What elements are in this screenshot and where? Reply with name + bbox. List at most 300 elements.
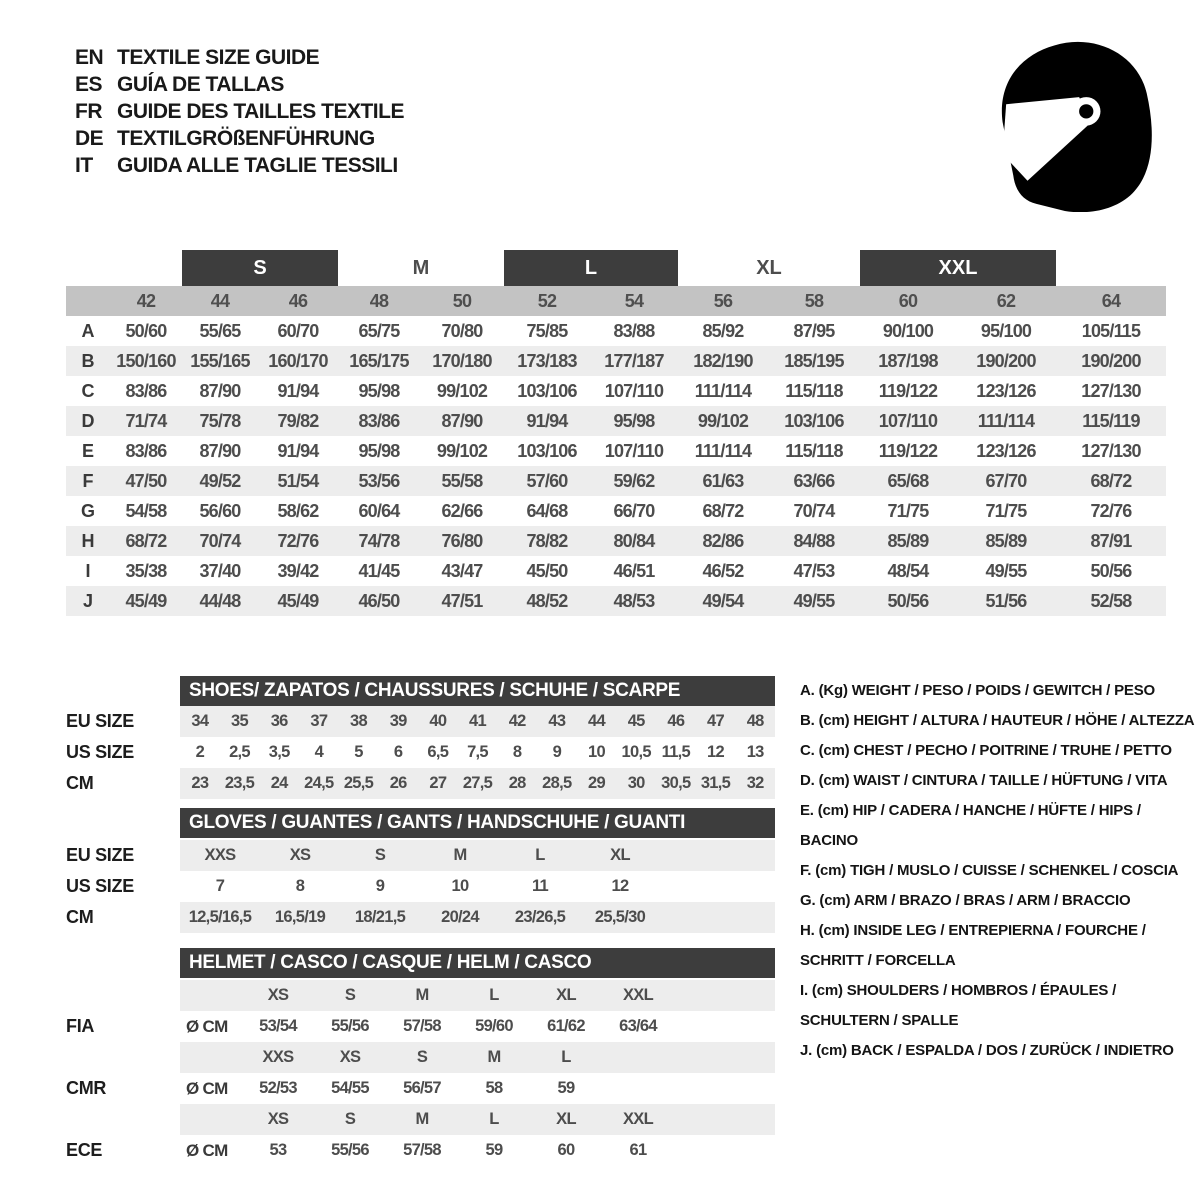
size-row-c	[66, 376, 1166, 406]
size-cell: 47/51	[441, 590, 483, 611]
size-cell: 71/75	[985, 500, 1027, 521]
size-cell: 72/76	[1090, 500, 1132, 521]
size-cell: 170/180	[432, 350, 492, 371]
shoes-cell: 32	[746, 774, 764, 792]
shoes-cell: 28,5	[542, 774, 572, 792]
row-label: F	[82, 470, 94, 491]
helmet-cell: 59	[557, 1079, 575, 1097]
gloves-cell: 9	[375, 877, 385, 895]
language-line	[75, 125, 404, 152]
size-cell: 68/72	[1090, 470, 1132, 491]
language-header	[75, 44, 404, 179]
size-cell: 87/90	[199, 440, 241, 461]
size-cell: 66/70	[613, 500, 655, 521]
gloves-section	[66, 808, 775, 933]
helmet-cell: 55/56	[331, 1141, 369, 1159]
size-cell: 82/86	[702, 530, 744, 551]
shoes-cell: 31,5	[700, 774, 731, 792]
row-label	[66, 1042, 180, 1073]
size-cell: 50/60	[125, 320, 167, 341]
gloves-cell: 8	[295, 877, 305, 895]
helmet-size-label: S	[416, 1048, 428, 1066]
helmet-size-label: M	[415, 1110, 429, 1128]
language-line	[75, 152, 404, 179]
gloves-cell: 11	[531, 877, 549, 895]
shoes-cell: 45	[627, 712, 645, 730]
helmet-size-label: M	[487, 1048, 501, 1066]
size-cell: 99/102	[436, 440, 488, 461]
size-cell: 53/56	[358, 470, 400, 491]
size-cell: 87/95	[793, 320, 835, 341]
helmet-sizes-row	[66, 1042, 775, 1073]
main-size-table	[66, 250, 1166, 616]
size-cell: 60/64	[358, 500, 400, 521]
size-cell: 48/53	[613, 590, 655, 611]
gloves-cell: 7	[215, 877, 225, 895]
size-rows	[66, 316, 1166, 616]
size-cell: 45/50	[526, 560, 568, 581]
shoes-cell: 24	[270, 774, 288, 792]
legend-item: B. (cm) HEIGHT / ALTURA / HAUTEUR / HÖHE / ALTEZZA	[800, 712, 1195, 729]
column-label: 48	[369, 290, 389, 311]
size-cell: 99/102	[436, 380, 488, 401]
helmet-values-strip	[180, 1011, 775, 1042]
size-cell: 182/190	[693, 350, 753, 371]
column-label: 52	[537, 290, 557, 311]
standard-label: CMR	[66, 1078, 107, 1098]
shoes-cell: 2	[195, 743, 205, 761]
size-cell: 71/75	[887, 500, 929, 521]
size-cell: 75/85	[526, 320, 568, 341]
column-label: 54	[624, 290, 644, 311]
column-label: 56	[713, 290, 733, 311]
size-cell: 83/86	[125, 440, 167, 461]
size-cell: 79/82	[277, 410, 319, 431]
shoes-row	[66, 706, 775, 737]
size-band-row	[66, 250, 1166, 286]
shoes-cell: 36	[270, 712, 288, 730]
size-columns-row	[66, 286, 1166, 316]
shoes-strip	[180, 737, 775, 768]
standard-label: FIA	[66, 1016, 95, 1036]
shoes-rows	[66, 706, 775, 799]
size-cell: 103/106	[517, 380, 577, 401]
column-label: 60	[898, 290, 918, 311]
helmet-size-label: S	[344, 1110, 356, 1128]
size-cell: 103/106	[517, 440, 577, 461]
gloves-cell: 12	[611, 877, 629, 895]
size-cell: 52/58	[1090, 590, 1132, 611]
size-cell: 99/102	[697, 410, 749, 431]
shoes-cell: 25,5	[343, 774, 374, 792]
standard-label: ECE	[66, 1140, 103, 1160]
shoes-cell: 28	[508, 774, 526, 792]
size-cell: 57/60	[526, 470, 568, 491]
size-cell: 43/47	[441, 560, 483, 581]
size-cell: 85/89	[985, 530, 1027, 551]
row-label: I	[85, 560, 91, 581]
gloves-cell: 18/21,5	[354, 908, 406, 926]
helmet-sizes-strip	[180, 980, 775, 1011]
size-cell: 39/42	[277, 560, 319, 581]
size-cell: 127/130	[1081, 380, 1141, 401]
legend-item: J. (cm) BACK / ESPALDA / DOS / ZURÜCK / INDIETRO	[800, 1042, 1174, 1059]
size-cell: 95/98	[358, 440, 400, 461]
helmet-cell: 52/53	[259, 1079, 297, 1097]
shoes-cell: 4	[314, 743, 324, 761]
size-cell: 111/114	[694, 380, 752, 401]
shoes-cell: 6	[393, 743, 403, 761]
size-row-b	[66, 346, 1166, 376]
helmet-size-label: XL	[556, 1110, 576, 1128]
size-cell: 49/54	[702, 590, 744, 611]
size-cell: 87/90	[199, 380, 241, 401]
size-cell: 65/68	[887, 470, 929, 491]
row-label: EU SIZE	[66, 711, 134, 731]
row-label: EU SIZE	[66, 845, 134, 865]
helmet-bar-row	[180, 948, 775, 978]
gloves-bar-row	[180, 808, 775, 838]
helmet-size-label: XXL	[623, 986, 653, 1004]
gloves-rows	[66, 840, 775, 933]
size-cell: 107/110	[604, 440, 664, 461]
helmet-sizes-row	[66, 980, 775, 1011]
shoes-cell: 46	[667, 712, 685, 730]
size-cell: 127/130	[1081, 440, 1141, 461]
shoes-cell: 23,5	[224, 774, 255, 792]
corner-cell	[66, 286, 110, 316]
size-cell: 95/100	[980, 320, 1032, 341]
size-cell: 87/91	[1090, 530, 1132, 551]
size-row-h	[66, 526, 1166, 556]
size-cell: 91/94	[277, 380, 319, 401]
row-label: D	[81, 410, 95, 431]
size-cell: 61/63	[702, 470, 744, 491]
size-cell: 165/175	[349, 350, 409, 371]
size-cell: 74/78	[358, 530, 400, 551]
helmet-cell: 58	[485, 1079, 503, 1097]
shoes-cell: 7,5	[467, 743, 488, 761]
column-label: 50	[452, 290, 472, 311]
size-cell: 37/40	[199, 560, 241, 581]
size-cell: 71/74	[125, 410, 167, 431]
size-cell: 107/110	[604, 380, 664, 401]
legend-item: D. (cm) WAIST / CINTURA / TAILLE / HÜFTUNG / VITA	[800, 772, 1168, 789]
size-cell: 50/56	[887, 590, 929, 611]
shoes-cell: 29	[588, 774, 605, 792]
shoes-section	[66, 676, 775, 799]
shoes-cell: 30	[627, 774, 645, 792]
shoes-cell: 43	[548, 712, 566, 730]
legend-item: A. (Kg) WEIGHT / PESO / POIDS / GEWITCH / PESO	[800, 682, 1155, 699]
helmet-cell: 54/55	[331, 1079, 369, 1097]
helmet-cell: 53/54	[259, 1017, 297, 1035]
size-cell: 60/70	[277, 320, 319, 341]
shoes-cell: 27,5	[462, 774, 493, 792]
size-cell: 35/38	[125, 560, 167, 581]
shoes-row	[66, 737, 775, 768]
gloves-strip	[180, 871, 775, 902]
language-code: EN	[75, 46, 104, 69]
helmet-cell: 60	[557, 1141, 575, 1159]
column-label: 44	[210, 290, 230, 311]
helmet-values-row	[66, 1135, 775, 1166]
shoes-cell: 12	[707, 743, 724, 761]
size-band-xl: XL	[756, 256, 782, 279]
shoes-cell: 26	[389, 774, 407, 792]
gloves-title-bar: GLOVES / GUANTES / GANTS / HANDSCHUHE / GUANTI	[180, 808, 775, 838]
size-cell: 65/75	[358, 320, 400, 341]
size-cell: 46/51	[613, 560, 655, 581]
helmet-values-row	[66, 1073, 775, 1104]
size-cell: 70/74	[199, 530, 241, 551]
row-label: H	[81, 530, 95, 551]
measurement-legend	[800, 676, 1200, 1066]
size-cell: 51/54	[277, 470, 319, 491]
helmet-cell: 61/62	[547, 1017, 585, 1035]
legend-item: C. (cm) CHEST / PECHO / POITRINE / TRUHE / PETTO	[800, 742, 1172, 759]
helmet-sizes-row	[66, 1104, 775, 1135]
row-label: A	[81, 320, 95, 341]
row-label: B	[81, 350, 95, 371]
size-cell: 115/119	[1082, 410, 1140, 431]
language-line	[75, 71, 404, 98]
helmet-size-label: M	[415, 986, 429, 1004]
size-cell: 67/70	[985, 470, 1027, 491]
shoes-cell: 34	[191, 712, 209, 730]
size-cell: 41/45	[358, 560, 400, 581]
size-cell: 45/49	[125, 590, 167, 611]
size-cell: 150/160	[116, 350, 176, 371]
size-cell: 173/183	[517, 350, 577, 371]
language-code: DE	[75, 127, 104, 150]
legend-item: E. (cm) HIP / CADERA / HANCHE / HÜFTE / HIPS / BACINO	[800, 802, 1141, 849]
size-cell: 91/94	[277, 440, 319, 461]
helmet-cell: 61	[629, 1141, 647, 1159]
size-cell: 83/86	[358, 410, 400, 431]
size-cell: 78/82	[526, 530, 568, 551]
size-cell: 160/170	[268, 350, 328, 371]
size-cell: 75/78	[199, 410, 241, 431]
gloves-cell: XXS	[204, 846, 236, 864]
size-cell: 103/106	[784, 410, 844, 431]
size-cell: 107/110	[878, 410, 938, 431]
helmet-title-bar: HELMET / CASCO / CASQUE / HELM / CASCO	[180, 948, 775, 978]
racing-helmet-icon	[983, 32, 1161, 212]
diameter-unit-cell: Ø CM	[186, 1016, 228, 1036]
row-label: C	[81, 380, 95, 401]
diameter-unit-cell: Ø CM	[186, 1078, 228, 1098]
shoes-cell: 35	[231, 712, 248, 730]
guide-title: GUÍA DE TALLAS	[117, 73, 284, 96]
shoes-cell: 5	[354, 743, 363, 761]
helmet-size-label: XXS	[262, 1048, 294, 1066]
size-cell: 83/86	[125, 380, 167, 401]
helmet-cell: 56/57	[403, 1079, 441, 1097]
size-cell: 187/198	[878, 350, 938, 371]
shoes-title-bar: SHOES/ ZAPATOS / CHAUSSURES / SCHUHE / SCARPE	[180, 676, 775, 706]
size-cell: 46/52	[702, 560, 744, 581]
helmet-values-strip	[180, 1135, 775, 1166]
size-cell: 87/90	[441, 410, 483, 431]
shoes-cell: 47	[707, 712, 724, 730]
column-label: 62	[996, 290, 1016, 311]
size-cell: 83/88	[613, 320, 655, 341]
size-band-m: M	[412, 256, 430, 279]
gloves-row	[66, 902, 775, 933]
legend-item: G. (cm) ARM / BRAZO / BRAS / ARM / BRACCIO	[800, 892, 1131, 909]
size-cell: 80/84	[613, 530, 655, 551]
helmet-size-label: XL	[556, 986, 576, 1004]
size-cell: 105/115	[1081, 320, 1141, 341]
helmet-cell: 59/60	[475, 1017, 513, 1035]
size-band-s: S	[182, 250, 338, 286]
size-cell: 68/72	[702, 500, 744, 521]
guide-title: GUIDE DES TAILLES TEXTILE	[117, 100, 404, 123]
size-cell: 85/89	[887, 530, 929, 551]
gloves-cell: 12,5/16,5	[188, 908, 252, 926]
shoes-cell: 37	[310, 712, 328, 730]
row-label: CM	[66, 773, 94, 793]
shoes-cell: 2,5	[229, 743, 250, 761]
row-label	[66, 980, 180, 1011]
shoes-cell: 6,5	[427, 743, 449, 761]
size-cell: 58/62	[277, 500, 319, 521]
helmet-size-label: XXL	[623, 1110, 653, 1128]
gloves-strip	[180, 902, 775, 933]
helmet-section	[66, 948, 775, 1166]
helmet-size-label: XS	[339, 1048, 361, 1066]
size-cell: 95/98	[358, 380, 400, 401]
language-line	[75, 44, 404, 71]
shoes-cell: 10	[588, 743, 605, 761]
size-cell: 70/74	[793, 500, 835, 521]
shoes-cell: 13	[746, 743, 764, 761]
helmet-sizes-strip	[180, 1042, 775, 1073]
shoes-cell: 10,5	[621, 743, 651, 761]
shoes-row	[66, 768, 775, 799]
helmet-cell: 57/58	[403, 1017, 441, 1035]
helmet-size-label: L	[561, 1048, 571, 1066]
size-cell: 56/60	[199, 500, 241, 521]
size-cell: 76/80	[441, 530, 483, 551]
row-label: J	[82, 590, 93, 611]
size-cell: 55/58	[441, 470, 483, 491]
size-cell: 44/48	[199, 590, 241, 611]
size-cell: 47/50	[125, 470, 167, 491]
shoes-cell: 41	[469, 712, 486, 730]
size-cell: 95/98	[613, 410, 655, 431]
size-row-d	[66, 406, 1166, 436]
size-cell: 115/118	[785, 380, 843, 401]
size-row-g	[66, 496, 1166, 526]
helmet-cell: 59	[485, 1141, 503, 1159]
size-cell: 155/165	[190, 350, 250, 371]
size-cell: 51/56	[985, 590, 1027, 611]
gloves-strip	[180, 840, 775, 871]
gloves-cell: 10	[451, 877, 469, 895]
gloves-cell: 16,5/19	[274, 908, 326, 926]
shoes-cell: 42	[508, 712, 526, 730]
helmet-size-label: XS	[267, 986, 289, 1004]
helmet-cell: 57/58	[403, 1141, 441, 1159]
helmet-size-label: XS	[267, 1110, 289, 1128]
size-cell: 72/76	[277, 530, 319, 551]
size-cell: 50/56	[1090, 560, 1132, 581]
legend-item: F. (cm) TIGH / MUSLO / CUISSE / SCHENKEL / COSCIA	[800, 862, 1179, 879]
shoes-cell: 48	[746, 712, 764, 730]
size-cell: 111/114	[694, 440, 752, 461]
column-label: 64	[1101, 290, 1121, 311]
gloves-cell: 25,5/30	[594, 908, 646, 926]
size-cell: 49/55	[985, 560, 1027, 581]
language-code: FR	[75, 100, 102, 123]
helmet-size-label: L	[489, 986, 499, 1004]
size-cell: 119/122	[878, 440, 938, 461]
size-cell: 59/62	[613, 470, 655, 491]
guide-title: TEXTILE SIZE GUIDE	[117, 46, 320, 69]
size-cell: 47/53	[793, 560, 835, 581]
gloves-cell: L	[535, 846, 545, 864]
size-cell: 84/88	[793, 530, 835, 551]
language-code: IT	[75, 154, 93, 177]
size-cell: 63/66	[793, 470, 835, 491]
size-row-a	[66, 316, 1166, 346]
shoes-cell: 11,5	[661, 743, 691, 761]
size-cell: 48/54	[887, 560, 929, 581]
size-cell: 85/92	[702, 320, 744, 341]
gloves-cell: S	[374, 846, 386, 864]
helmet-cell: 53	[269, 1141, 287, 1159]
size-cell: 55/65	[199, 320, 241, 341]
size-band-xxl: XXL	[860, 250, 1056, 286]
row-label: CM	[66, 907, 94, 927]
size-cell: 68/72	[125, 530, 167, 551]
shoes-cell: 27	[429, 774, 447, 792]
size-cell: 70/80	[441, 320, 483, 341]
size-cell: 190/200	[1081, 350, 1141, 371]
language-line	[75, 98, 404, 125]
size-cell: 119/122	[878, 380, 938, 401]
gloves-row	[66, 840, 775, 871]
language-code: ES	[75, 73, 103, 96]
size-band-l: L	[504, 250, 678, 286]
size-row-f	[66, 466, 1166, 496]
size-cell: 115/118	[785, 440, 843, 461]
shoes-cell: 23	[191, 774, 209, 792]
diameter-unit-cell: Ø CM	[186, 1140, 228, 1160]
helmet-sizes-strip	[180, 1104, 775, 1135]
size-row-j	[66, 586, 1166, 616]
row-label: US SIZE	[66, 876, 134, 896]
size-cell: 190/200	[976, 350, 1036, 371]
size-cell: 123/126	[976, 440, 1036, 461]
size-cell: 64/68	[526, 500, 568, 521]
size-cell: 48/52	[526, 590, 568, 611]
column-label: 42	[136, 290, 156, 311]
helmet-size-label: L	[489, 1110, 499, 1128]
shoes-cell: 9	[552, 743, 562, 761]
size-cell: 62/66	[441, 500, 483, 521]
helmet-cell: 55/56	[331, 1017, 369, 1035]
size-cell: 45/49	[277, 590, 319, 611]
shoes-cell: 40	[429, 712, 447, 730]
helmet-cell: 63/64	[619, 1017, 657, 1035]
helmet-size-label: S	[344, 986, 356, 1004]
size-cell: 46/50	[358, 590, 400, 611]
gloves-cell: XL	[610, 846, 630, 864]
gloves-cell: 23/26,5	[514, 908, 566, 926]
